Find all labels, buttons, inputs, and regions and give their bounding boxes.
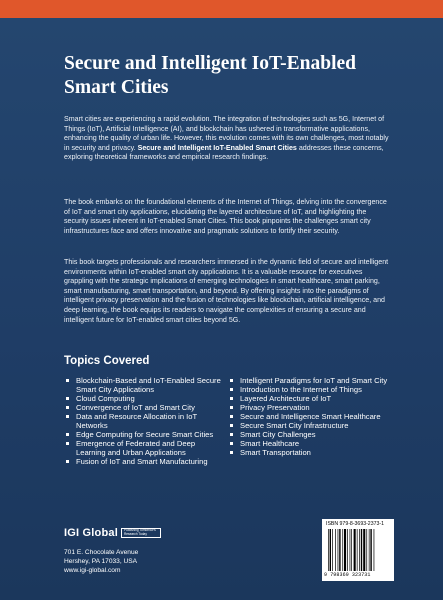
barcode-bars [328, 529, 390, 571]
topic-item: Smart Transportation [228, 448, 398, 457]
barcode-bar [347, 529, 348, 571]
topic-item: Intelligent Paradigms for IoT and Smart City [228, 376, 398, 385]
barcode-bar [339, 529, 340, 571]
topic-item: Cloud Computing [64, 394, 224, 403]
topic-item: Secure Smart City Infrastructure [228, 421, 398, 430]
barcode-bar [369, 529, 370, 571]
description-paragraph-2: The book embarks on the foundational elements of the Internet of Things, delving into the convergence of IoT and smart city applications, elucidating the layered architecture of IoT, and highlighting the security issues inherent in IoT-enabled Smart Cities. This book pinpoints the challenges smart city infrastructures face and offers innovative and pragmatic solutions to fortify their security. [64, 198, 387, 235]
barcode-bar [338, 529, 339, 571]
publisher-website: www.igi-global.com [64, 567, 121, 574]
topic-item: Edge Computing for Secure Smart Cities [64, 430, 224, 439]
book-title: Secure and Intelligent IoT-Enabled Smart Cities [64, 53, 357, 98]
barcode-bar [342, 529, 343, 571]
topic-item: Smart City Challenges [228, 430, 398, 439]
barcode-bar [361, 529, 362, 571]
isbn-barcode [322, 519, 394, 581]
publisher-logo-tagline: Publishing Tomorrow's Research Today [121, 528, 161, 537]
barcode-bar [370, 529, 371, 571]
description-paragraph-1 [64, 115, 390, 163]
publisher-logo [64, 525, 204, 541]
publisher-block [64, 525, 204, 575]
barcode-bar [332, 529, 333, 571]
paragraph-1-intro: Smart cities are experiencing a rapid evolution. The integration of technologies such as 5G, Internet of Things (IoT), Artificial Intelligence (AI), and blockchain has ushered in transformative applications, enhancing the quality of urban life. However, this evolution comes with its own challenges, most notably in security and privacy. [64, 115, 389, 152]
barcode-bar [330, 529, 331, 571]
barcode-bar [374, 529, 375, 571]
topic-item: Introduction to the Internet of Things [228, 385, 398, 394]
description-paragraph-3: This book targets professionals and researchers immersed in the dynamic field of secure and intelligent environments within IoT-enabled smart city applications. It is a valuable resource for executives grappling with the strategic implications of emerging technologies in smart healthcare, smart parking, smart manufacturing, smart transportation, and beyond. By offering insights into the paradigms of intelligent privacy preservation and the fusion of technologies like blockchain, artificial intelligence, and deep learning, the book equips its readers to navigate the complexities of ensuring a secure and intelligent future for IoT-enabled smart cities beyond 5G. [64, 258, 389, 324]
barcode-number: 9 798369 323731 [324, 572, 371, 578]
isbn-label: ISBN 979-8-3693-2373-1 [326, 521, 384, 527]
top-accent-stripe [0, 0, 443, 18]
barcode-bar [366, 529, 367, 571]
topic-item: Data and Resource Allocation in IoT Networks [64, 412, 224, 430]
topic-item: Smart Healthcare [228, 439, 398, 448]
barcode-bar [344, 529, 346, 571]
barcode-bar [328, 529, 329, 571]
topic-item: Fusion of IoT and Smart Manufacturing [64, 457, 224, 466]
barcode-bar [350, 529, 351, 571]
barcode-bar [354, 529, 356, 571]
address-line-2: Hershey, PA 17033, USA [64, 558, 138, 565]
address-line-1: 701 E. Chocolate Avenue [64, 549, 139, 556]
barcode-bar [359, 529, 360, 571]
paragraph-1-outro: addresses these concerns, exploring theoretical frameworks and empirical research findings. [64, 143, 384, 162]
topic-item: Privacy Preservation [228, 403, 398, 412]
paragraph-1-book-title: Secure and Intelligent IoT-Enabled Smart Cities [137, 143, 297, 152]
barcode-bar [335, 529, 336, 571]
topic-item: Blockchain-Based and IoT-Enabled Secure Smart City Applications [64, 376, 224, 394]
topics-list-right [228, 376, 398, 457]
topics-heading: Topics Covered [64, 355, 150, 367]
barcode-bar [363, 529, 365, 571]
publisher-address [64, 548, 204, 575]
publisher-logo-text: IGI Global [64, 527, 118, 539]
topic-item: Convergence of IoT and Smart City [64, 403, 224, 412]
topic-item: Secure and Intelligence Smart Healthcare [228, 412, 398, 421]
topic-item: Layered Architecture of IoT [228, 394, 398, 403]
topics-list-left [64, 376, 224, 466]
barcode-bar [351, 529, 352, 571]
barcode-bar [357, 529, 358, 571]
topic-item: Emergence of Federated and Deep Learning and Urban Applications [64, 439, 224, 457]
